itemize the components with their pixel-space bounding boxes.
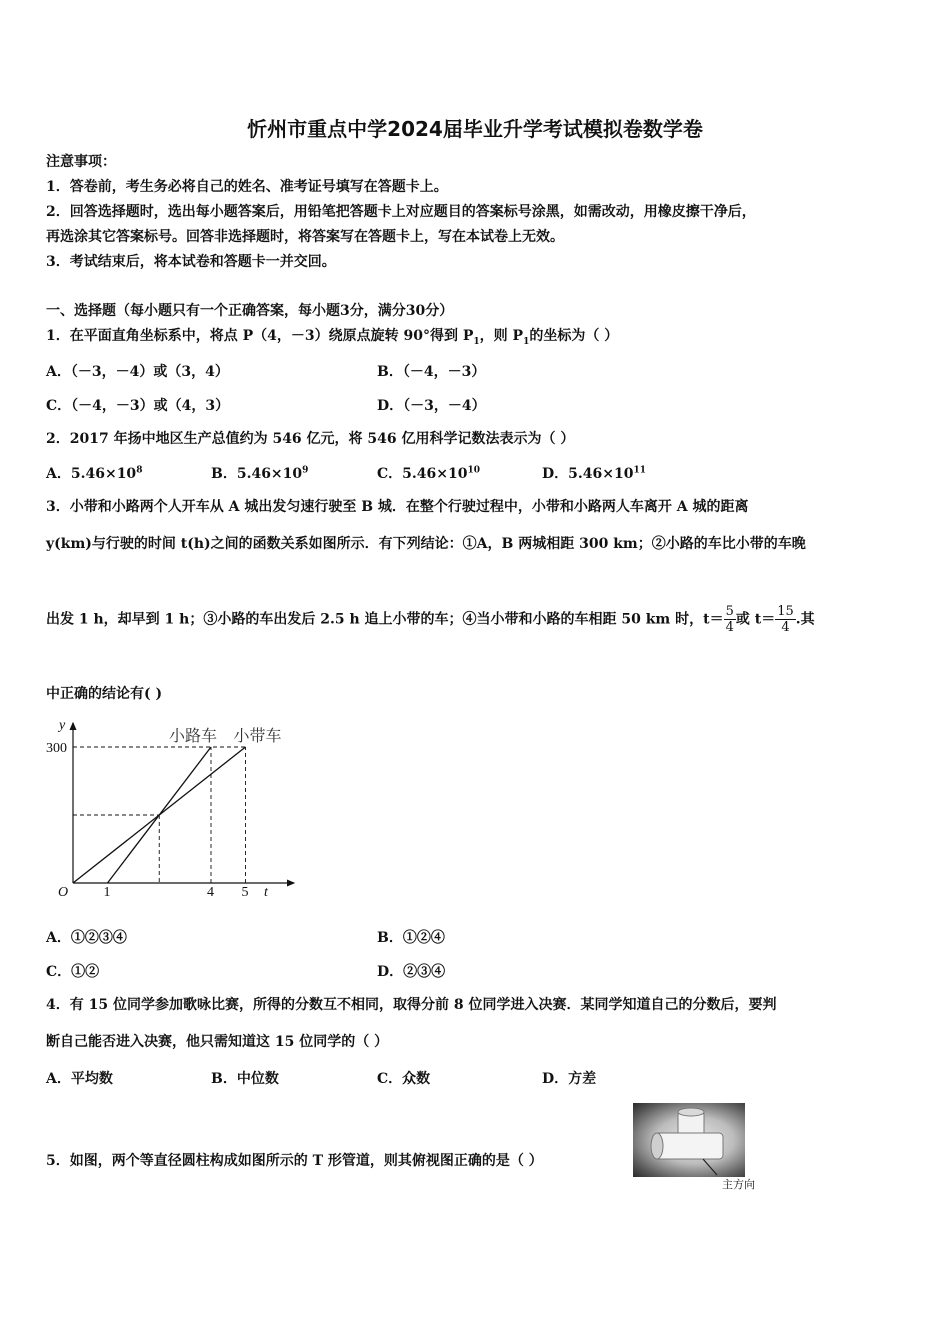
q4-line-2: 断自己能否进入决赛，他只需知道这 15 位同学的（ ） xyxy=(46,1034,389,1050)
x-tick-5: 5 xyxy=(241,885,249,900)
q3-option-c: C．①② xyxy=(46,964,100,980)
q3-line-3: 出发 1 h，却早到 1 h；③小路的车出发后 2.5 h 追上小带的车；④当小带和小路的车相距 50 km 时，t＝ $\frac{5}{4}$ 或 t＝ $\frac{15}{4}$ .其 xyxy=(46,604,815,635)
t-pipe-drawing xyxy=(633,1103,745,1177)
page-title: 忻州市重点中学2024届毕业升学考试模拟卷数学卷 xyxy=(247,117,703,141)
q3-option-b: B．①②④ xyxy=(377,930,445,946)
q4-option-c: C．众数 xyxy=(377,1071,431,1087)
q1-option-d: D．（－3，－4） xyxy=(377,398,486,414)
t-pipe-figure xyxy=(633,1103,745,1177)
q3-line-1: 3．小带和小路两个人开车从 A 城出发匀速行驶至 B 城．在整个行驶过程中，小带和小路两人车离开 A 城的距离 xyxy=(46,499,749,515)
q4-option-b: B．中位数 xyxy=(211,1071,279,1087)
q2-option-c: C．$5.46\times 10^{10}$ xyxy=(377,465,480,482)
series-label-1: 小路车 xyxy=(169,726,218,745)
origin-label: O xyxy=(58,885,69,900)
q1-option-a: A．（－3，－4）或（3，4） xyxy=(46,364,229,380)
notice-item-2: 2．回答选择题时，选出每小题答案后，用铅笔把答题卡上对应题目的答案标号涂黑，如需改动，用橡皮擦干净后， xyxy=(46,204,756,220)
q2-option-d: D．$5.46\times 10^{11}$ xyxy=(542,465,646,482)
x-tick-4: 4 xyxy=(207,885,214,900)
x-tick-1: 1 xyxy=(103,885,111,900)
q4-line-1: 4．有 15 位同学参加歌咏比赛，所得的分数互不相同，取得分前 8 位同学进入决赛．某同学知道自己的分数后，要判 xyxy=(46,997,777,1013)
series-line-2 xyxy=(73,747,246,883)
main-direction-label: 主方向 xyxy=(722,1178,755,1191)
q3-line-4: 中正确的结论有( ) xyxy=(46,686,163,702)
q3-option-a: A．①②③④ xyxy=(46,930,127,946)
y-tick-300: 300 xyxy=(46,741,67,756)
notice-item-2-cont: 再选涂其它答案标号。回答非选择题时，将答案写在答题卡上，写在本试卷上无效。 xyxy=(46,229,564,245)
q1-stem: 1．在平面直角坐标系中，将点 P（4，－3）绕原点旋转 90°得到 $P_1$，则 $P_1$的坐标为（ ） xyxy=(46,328,619,347)
q1-option-c: C．（－4，－3）或（4，3） xyxy=(46,398,230,414)
fraction-15-4: $\frac{15}{4}$ xyxy=(777,604,794,635)
notice-heading: 注意事项： xyxy=(46,154,116,170)
q2-stem: 2．2017 年扬中地区生产总值约为 546 亿元，将 546 亿用科学记数法表示为（ ） xyxy=(46,431,575,447)
q5-stem: 5．如图，两个等直径圆柱构成如图所示的 T 形管道，则其俯视图正确的是（ ） xyxy=(46,1153,543,1169)
notice-item-3: 3．考试结束后，将本试卷和答题卡一并交回。 xyxy=(46,254,336,270)
q3-option-d: D．②③④ xyxy=(377,964,446,980)
distance-time-graph xyxy=(44,715,304,905)
section-heading: 一、选择题（每小题只有一个正确答案，每小题3分，满分30分） xyxy=(46,303,454,319)
q4-option-d: D．方差 xyxy=(542,1071,597,1087)
q4-option-a: A．平均数 xyxy=(46,1071,113,1087)
q2-option-a: A．$5.46\times 10^8$ xyxy=(46,465,143,482)
q1-option-b: B．（－4，－3） xyxy=(377,364,486,380)
q2-option-b: B．$5.46\times 10^9$ xyxy=(211,465,309,482)
x-axis-label: t xyxy=(264,885,268,900)
notice-item-1: 1．答卷前，考生务必将自己的姓名、准考证号填写在答题卡上。 xyxy=(46,179,448,195)
series-label-2: 小带车 xyxy=(233,726,282,745)
y-axis-label: y xyxy=(59,718,66,733)
q3-line-2: y(km)与行驶的时间 t(h)之间的函数关系如图所示．有下列结论：①A，B 两城相距 300 km；②小路的车比小带的车晚 xyxy=(46,536,806,552)
fraction-5-4: $\frac{5}{4}$ xyxy=(725,604,734,635)
